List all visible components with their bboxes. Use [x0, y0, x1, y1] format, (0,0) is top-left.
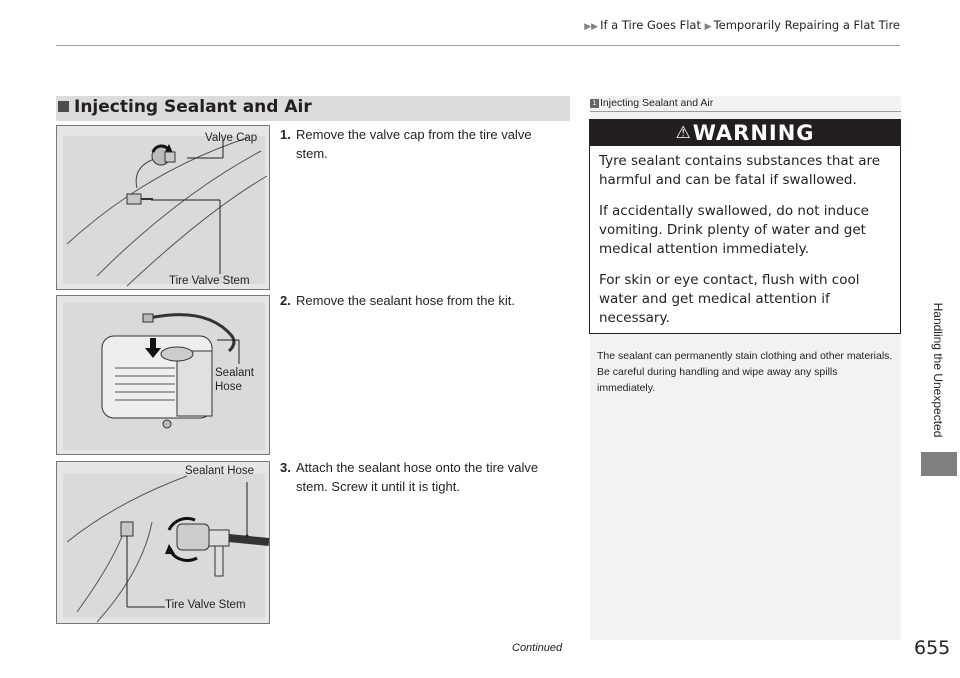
breadcrumb-arrow-icon: ▶: [704, 22, 712, 32]
step-text: Remove the sealant hose from the kit.: [296, 293, 515, 308]
warning-header: [590, 120, 900, 146]
header-divider: [56, 45, 900, 46]
continued-label: Continued: [512, 642, 563, 654]
step-text: stem. Screw it until it is tight.: [296, 479, 460, 494]
section-bullet-icon: [58, 101, 69, 112]
warning-paragraph: For skin or eye contact, flush with cool water and get medical attention if necessary.: [599, 272, 860, 326]
sidebar-title-text: Injecting Sealant and Air: [600, 97, 714, 109]
callout-sealant-hose: [215, 366, 254, 394]
warning-box: [589, 119, 901, 334]
step-text: stem.: [296, 146, 328, 161]
chapter-tab-label: Handling the Unexpected: [931, 302, 945, 438]
step-3: [280, 458, 572, 496]
breadcrumb-item[interactable]: Temporarily Repairing a Flat Tire: [713, 18, 900, 32]
breadcrumb-item[interactable]: If a Tire Goes Flat: [600, 18, 701, 32]
callout-valve-cap: Valve Cap: [205, 132, 258, 144]
breadcrumb-arrow-icon: ▶▶: [584, 22, 599, 32]
figure-sealant-hose: [56, 295, 270, 455]
callout-line: Sealant: [215, 367, 255, 379]
warning-paragraph: Tyre sealant contains substances that are harmful and can be fatal if swallowed.: [599, 153, 881, 188]
step-text: Remove the valve cap from the tire valve: [296, 127, 532, 142]
sidebar-title: [590, 97, 901, 109]
step-number: 1.: [280, 127, 291, 142]
chapter-tab: [918, 290, 958, 450]
page-number: 655: [914, 637, 951, 659]
step-2: [280, 291, 572, 310]
warning-paragraph: If accidentally swallowed, do not induce vomiting. Drink plenty of water and get medical attention immediately.: [599, 203, 869, 257]
sidebar-note: The sealant can permanently stain clothing and other materials. Be careful during handling and wipe away any spills immediately.: [597, 350, 893, 394]
warning-icon: ⚠: [675, 123, 691, 143]
warning-label: WARNING: [692, 121, 815, 145]
sidebar-divider: [590, 111, 901, 112]
step-1: [280, 125, 572, 163]
callout-line: Hose: [215, 381, 242, 393]
step-number: 3.: [280, 460, 291, 475]
tire-valve-illustration: [57, 126, 270, 290]
figure-attach-hose: [56, 461, 270, 624]
figure-valve-cap: [56, 125, 270, 290]
step-text: Attach the sealant hose onto the tire valve: [296, 460, 539, 475]
callout-tire-valve-stem: Tire Valve Stem: [169, 275, 250, 287]
section-header: [56, 96, 570, 121]
callout-sealant-hose: Sealant Hose: [185, 465, 255, 477]
reference-icon: 1: [590, 99, 599, 108]
callout-tire-valve-stem: Tire Valve Stem: [165, 599, 246, 611]
step-number: 2.: [280, 293, 291, 308]
section-title: Injecting Sealant and Air: [74, 97, 312, 117]
breadcrumb: [584, 18, 900, 32]
chapter-tab-marker: [921, 452, 957, 476]
